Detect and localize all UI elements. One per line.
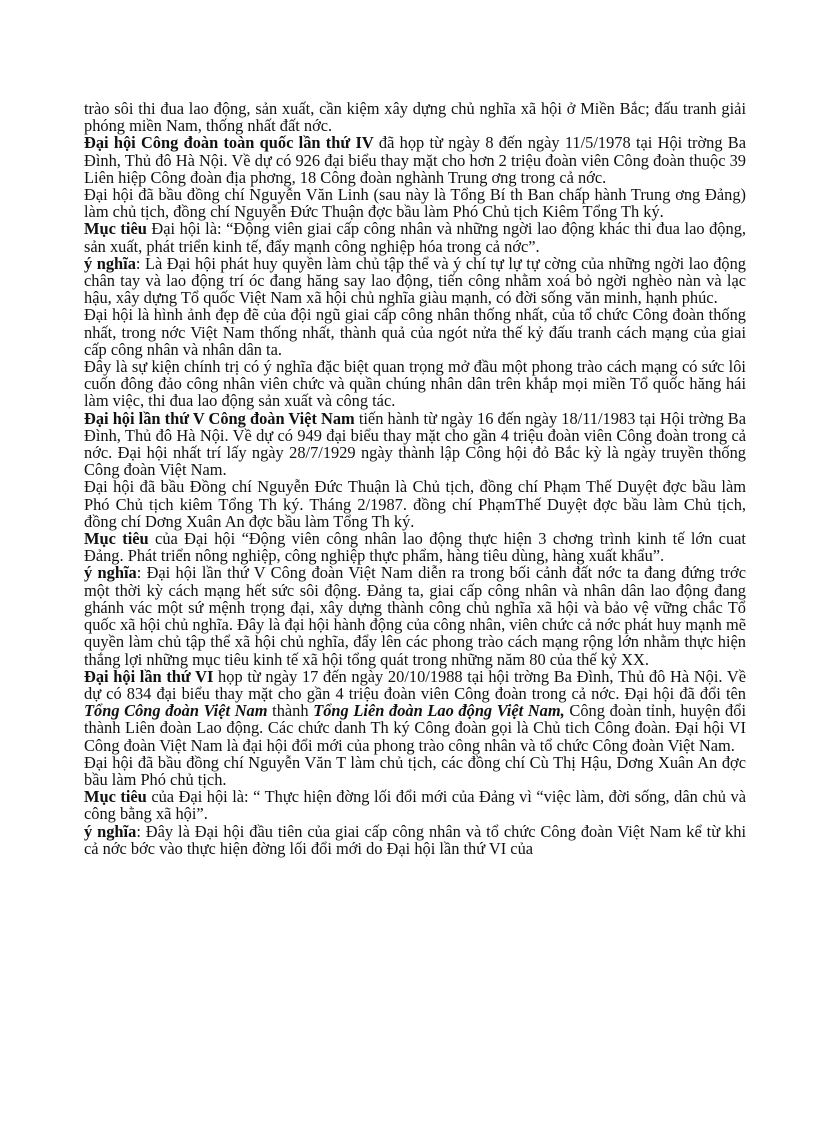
text-run: Đại hội đã bầu đồng chí Nguyễn Văn Linh (sau này là Tổng Bí th Ban chấp hành Trung ơng Đảng) làm chủ tịch, đồng chí Nguyễn Đức Thuận đợc bầu làm Phó Chủ tịch Kiêm Tổng Th ký.: [84, 185, 746, 222]
new-name-emphasis: Tổng Liên đoàn Lao động Việt Nam,: [313, 701, 565, 721]
text-run: của Đại hội là: “ Thực hiện đờng lối đổi mới của Đảng vì “việc làm, đời sống, dân chủ và công bằng xã hội”.: [84, 787, 746, 824]
paragraph-congress-iv-meaning: [84, 255, 746, 307]
text-run: : Đây là Đại hội đầu tiên của giai cấp công nhân và tổ chức Công đoàn Việt Nam kể từ khi cả nớc bớc vào thực hiện đờng lối đổi mới do Đại hội lần thứ VI của: [84, 821, 746, 858]
paragraph-congress-iv: [84, 134, 746, 186]
paragraph-congress-v-leaders: [84, 478, 746, 530]
text-run: thành: [267, 701, 314, 721]
paragraph-congress-vi-meaning: [84, 823, 746, 857]
paragraph-congress-v-goal: [84, 530, 746, 564]
text-run: Công đoàn tỉnh, huyện đổi thành Liên đoàn Lao động. Các chức danh Th ký Công đoàn gọi là Chủ tich Công đoàn. Đại hội VI Công đoàn Việt Nam là đại hội đổi mới của phong trào công nhân và tổ chức Công đoàn Việt Nam.: [84, 701, 746, 755]
text-run: Đại hội đã bầu đồng chí Nguyễn Văn T làm chủ tịch, các đồng chí Cù Thị Hậu, Dơng Xuân An đợc bầu làm Phó chủ tịch.: [84, 752, 746, 789]
label-goal: Mục tiêu: [84, 529, 149, 549]
label-meaning: ý nghĩa: [84, 253, 136, 273]
heading-congress-iv: Đại hội Công đoàn toàn quốc lần thứ IV: [84, 133, 374, 153]
paragraph-congress-v-meaning: [84, 564, 746, 667]
text-run: của Đại hội “Động viên công nhân lao động thực hiện 3 chơng trình kinh tế lớn cuat Đảng. Phát triển nông nghiệp, công nghiệp thực phẩm, hàng tiêu dùng, hàng xuất khẩu”.: [84, 529, 746, 566]
text-run: tiến hành từ ngày 16 đến ngày 18/11/1983 tại Hội trờng Ba Đình, Thủ đô Hà Nội. Về dự có 949 đại biểu thay mặt cho gần 4 triệu đoàn viên Công đoàn trong cả nớc. Đại hội nhất trí lấy ngày 28/7/1929 ngày thành lập Công hội đỏ Bắc kỳ là ngày truyền thống Công đoàn Việt Nam.: [84, 408, 746, 480]
label-goal: Mục tiêu: [84, 219, 147, 239]
text-run: trào sôi thi đua lao động, sản xuất, cần kiệm xây dựng chủ nghĩa xã hội ở Miền Bắc; đấu tranh giải phóng miền Nam, thống nhất đất nớc.: [84, 99, 746, 136]
label-goal: Mục tiêu: [84, 787, 147, 807]
text-run: đã họp từ ngày 8 đến ngày 11/5/1978 tại Hội trờng Ba Đình, Thủ đô Hà Nội. Về dự có 926 đại biểu thay mặt cho hơn 2 triệu đoàn viên Công đoàn thuộc 39 Liên hiệp Công đoàn địa phơng, 18 Công đoàn nghành Trung ơng trong cả nớc.: [84, 133, 746, 187]
document-page: [84, 100, 746, 857]
text-run: Đại hội là: “Động viên giai cấp công nhân và những ngời lao động khác thi đua lao động, sản xuất, phát triển kinh tế, đẩy mạnh công nghiệp hóa trong cả nớc”.: [84, 219, 746, 256]
label-meaning: ý nghĩa: [84, 821, 137, 841]
paragraph-intro-continuation: [84, 100, 746, 134]
old-name-emphasis: Tổng Công đoàn Việt Nam: [84, 701, 268, 721]
paragraph-congress-vi: [84, 668, 746, 754]
heading-congress-v: Đại hội lần thứ V Công đoàn Việt Nam: [84, 408, 355, 428]
text-run: họp từ ngày 17 đến ngày 20/10/1988 tại hội trờng Ba Đình, Thủ đô Hà Nội. Về dự có 834 đại biểu thay mặt cho gần 4 triệu đoàn viên Công đoàn trong cả nớc. Đại hội đã đổi tên: [84, 666, 746, 703]
paragraph-congress-iv-goal: [84, 220, 746, 254]
paragraph-congress-iv-image: [84, 306, 746, 358]
label-meaning: ý nghĩa: [84, 563, 137, 583]
text-run: : Là Đại hội phát huy quyền làm chủ tập thể và ý chí tự lự tự cờng của những ngời lao động chân tay và lao động trí óc đang hăng say lao động, tiến công nhằm xoá bỏ ngời nghèo nàn và lạc hậu, xây dựng Tổ quốc Việt Nam xã hội chủ nghĩa giàu mạnh, có đời sống văn minh, hạnh phúc.: [84, 253, 746, 308]
paragraph-congress-vi-leaders: [84, 754, 746, 788]
text-run: Đại hội đã bầu Đồng chí Nguyễn Đức Thuận là Chủ tịch, đồng chí Phạm Thế Duyệt đợc bầu làm Phó Chủ tịch kiêm Tổng Th ký. Tháng 2/1987. đồng chí PhạmThế Duyệt đợc bầu làm Chủ tịch, đồng chí Dơng Xuân An đợc bầu làm Tổng Th ký.: [84, 477, 746, 531]
paragraph-congress-iv-leaders: [84, 186, 746, 220]
paragraph-congress-iv-event: [84, 358, 746, 410]
paragraph-congress-vi-goal: [84, 788, 746, 822]
paragraph-congress-v: [84, 410, 746, 479]
text-run: : Đại hội lần thứ V Công đoàn Việt Nam diễn ra trong bối cảnh đất nớc ta đang đứng trớc một thời kỳ cách mạng hết sức sôi động. Đảng ta, giai cấp công nhân và nhân dân lao động đang ghánh vác một sứ mệnh trọng đại, xây dựng thành công chủ nghĩa xã hội và bảo vệ vững chắc Tổ quốc xã hội chủ nghĩa. Đây là đại hội hành động của công nhân, viên chức cả nớc phát huy mạnh mẽ quyền làm chủ tập thể xã hội chủ nghĩa, đẩy lên các phong trào cách mạng rộng lớn nhằm thực hiện thắng lợi những mục tiêu kinh tế xã hội tổng quát trong những năm 80 của thế kỷ XX.: [84, 563, 746, 669]
text-run: Đại hội là hình ảnh đẹp đẽ của đội ngũ giai cấp công nhân thống nhất, của tổ chức Công đoàn thống nhất, trong nớc Việt Nam thống nhất, thành quả của ngót nửa thế kỷ đấu tranh cách mạng của giai cấp công nhân và nhân dân ta.: [84, 305, 746, 359]
text-run: Đây là sự kiện chính trị có ý nghĩa đặc biệt quan trọng mở đầu một phong trào cách mạng có sức lôi cuốn đông đảo công nhân viên chức và quần chúng nhân dân trên khắp mọi miền Tổ quốc hăng hái làm việc, thi đua lao động sản xuất và công tác.: [84, 357, 746, 411]
heading-congress-vi: Đại hội lần thứ VI: [84, 666, 214, 686]
